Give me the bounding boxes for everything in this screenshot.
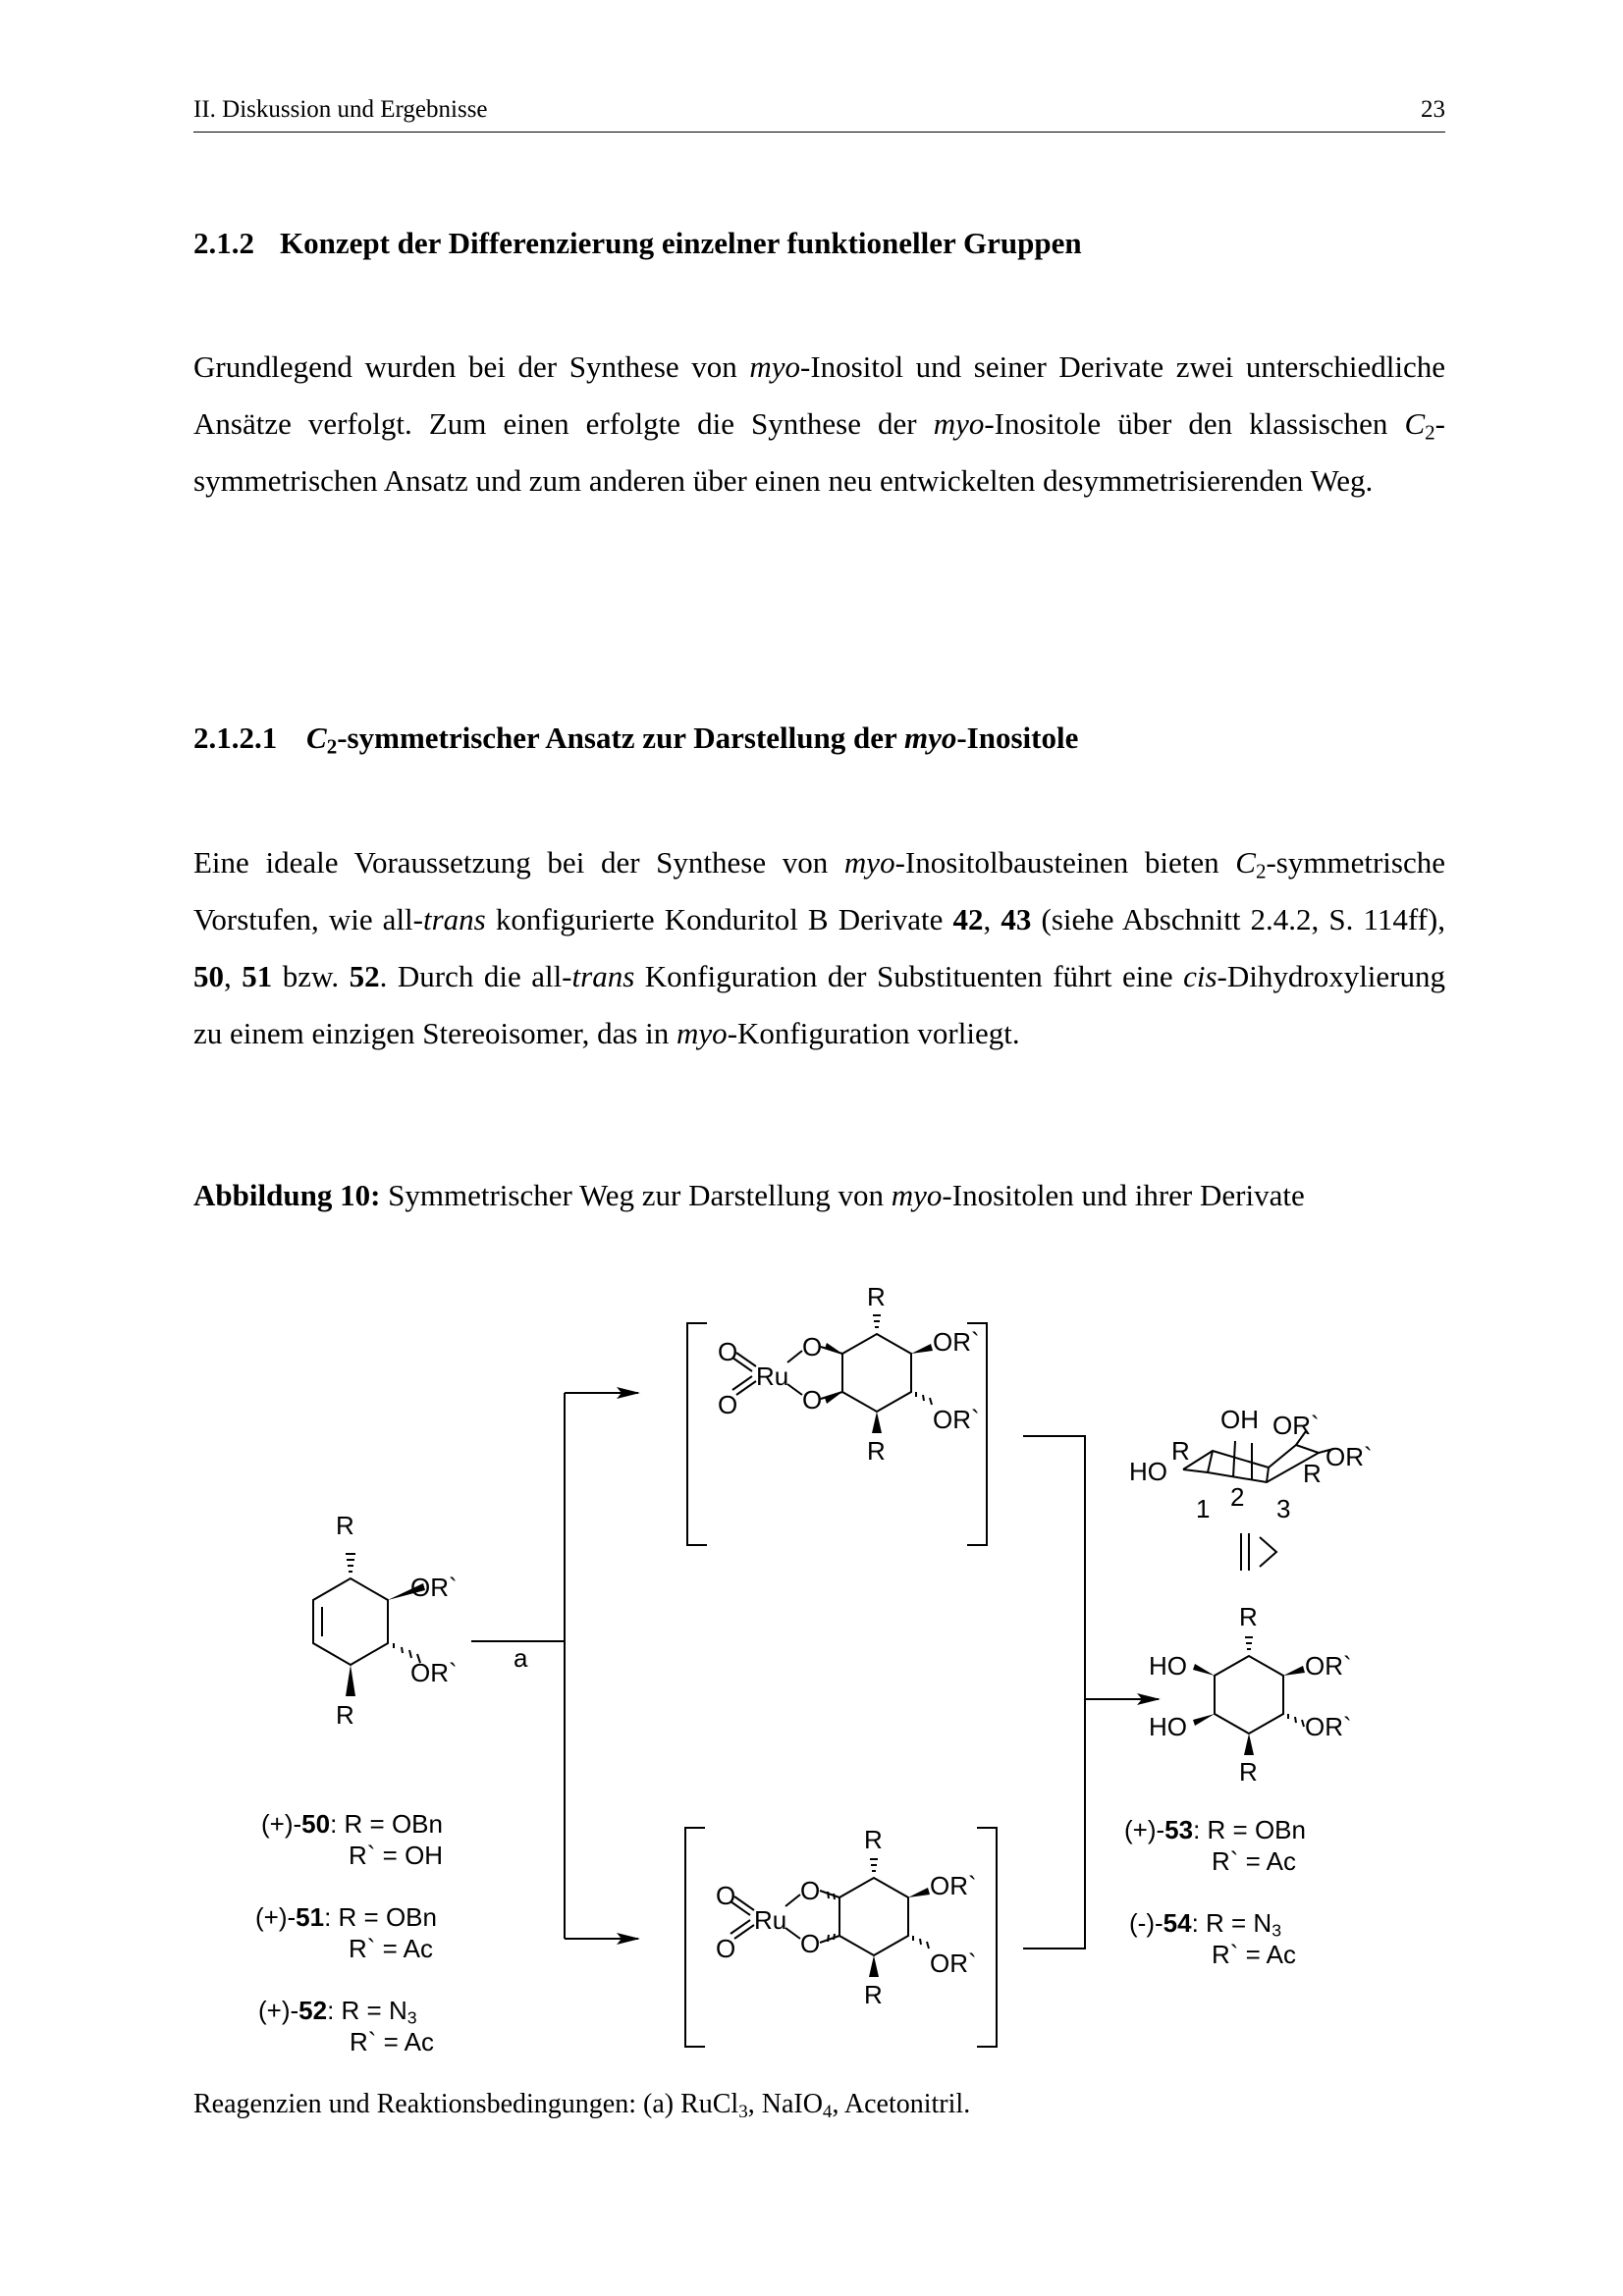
label-R: R <box>1171 1436 1190 1466</box>
label-O: O <box>800 1929 821 1958</box>
intermediate-bottom <box>685 1825 997 2047</box>
label-R: R <box>336 1700 354 1730</box>
paragraph-2: Eine ideale Voraussetzung bei der Synthese von myo-Inositolbausteinen bieten $C_2$-symmetrische Vorstufen, wie all-trans konfigurierte Konduritol B Derivate 42, 43 (siehe Abschnitt 2.4.2, S. 114ff), 50, 51 bzw. 52. Durch die all-trans Konfiguration der Substituenten führt eine cis-Dihydroxylierung zu einem einzigen Stereoisomer, das in myo-Konfiguration vorliegt. <box>193 845 1446 1050</box>
compound-number: 53 <box>1164 1815 1194 1844</box>
position-1: 1 <box>1196 1494 1211 1523</box>
compound-legend-50: (+)-50: R = OBn R` = OH <box>261 1809 444 1870</box>
label-O: O <box>802 1332 823 1362</box>
label-R: R <box>864 1825 883 1854</box>
label-OR: OR` <box>1325 1442 1373 1471</box>
compound-legend-54: (-)-54: $R = N_3$ R` = Ac <box>1129 1908 1296 1969</box>
label-O: O <box>716 1881 736 1910</box>
section-number: 2.1.2 <box>193 226 254 260</box>
label-HO: HO <box>1149 1712 1187 1741</box>
compound-number: 51 <box>296 1902 325 1932</box>
label-Ru: Ru <box>754 1905 787 1935</box>
running-head <box>193 96 1445 124</box>
label-OR: OR` <box>410 1573 458 1602</box>
compound-number: 54 <box>1163 1908 1192 1938</box>
label-OH: OH <box>1220 1405 1259 1434</box>
label-R: R <box>1239 1602 1258 1631</box>
label-R: R <box>867 1282 886 1311</box>
product-structure <box>1149 1602 1352 1787</box>
figure-label: Abbildung 10: <box>193 1178 381 1212</box>
compound-number: 50 <box>301 1809 331 1839</box>
label-OR: OR` <box>1272 1411 1320 1440</box>
header-rule <box>193 132 1445 133</box>
label-OR: OR` <box>933 1327 980 1357</box>
label-OR: OR` <box>930 1871 977 1900</box>
label-OR: OR` <box>1305 1651 1352 1681</box>
figure-caption: Abbildung 10: Symmetrischer Weg zur Darstellung von myo-Inositolen und ihrer Derivate <box>193 1178 1305 1212</box>
paragraph-1: Grundlegend wurden bei der Synthese von myo-Inositol und seiner Derivate zwei unterschiedliche Ansätze verfolgt. Zum einen erfolgte die Synthese der myo-Inositole über den klassischen $C_2$-symmetrischen Ansatz und zum anderen über einen neu entwickelten desymmetrisierenden Weg. <box>193 349 1445 498</box>
page-number: 23 <box>1421 96 1445 123</box>
position-3: 3 <box>1276 1494 1291 1523</box>
reagent-label: a <box>514 1643 528 1673</box>
subsection-number: 2.1.2.1 <box>193 721 278 755</box>
label-R: R <box>336 1511 354 1540</box>
section-heading <box>193 226 1082 261</box>
label-R: R <box>867 1436 886 1466</box>
reagents-note: Reagenzien und Reaktionsbedingungen: (a) RuCl$_3$, NaIO$_4$, Acetonitril. <box>193 2089 971 2122</box>
compound-number: 52 <box>298 1996 328 2025</box>
chair-conformation <box>1129 1405 1373 1523</box>
label-R: R <box>1239 1757 1258 1787</box>
reaction-arrow <box>471 1393 638 1939</box>
equivalence-icon <box>1241 1533 1276 1571</box>
label-O: O <box>718 1390 738 1419</box>
label-O: O <box>716 1934 736 1963</box>
compound-legend-51: (+)-51: R = OBn R` = Ac <box>255 1902 437 1963</box>
label-O: O <box>802 1385 823 1415</box>
label-OR: OR` <box>410 1658 458 1687</box>
intermediate-top <box>687 1282 987 1545</box>
scheme-drawing <box>0 1276 1623 2081</box>
compound-legend-53: (+)-53: R = OBn R` = Ac <box>1124 1815 1306 1876</box>
starting-material-structure <box>313 1511 458 1730</box>
reaction-scheme <box>0 1276 1623 2081</box>
running-head-section: II. Diskussion und Ergebnisse <box>193 96 488 123</box>
subsection-heading: 2.1.2.1 $C_2$-symmetrischer Ansatz zur Darstellung der myo-Inositole <box>193 721 1079 759</box>
label-O: O <box>718 1337 738 1366</box>
label-OR: OR` <box>930 1949 977 1978</box>
label-R: R <box>1303 1459 1322 1488</box>
compound-legend-52: (+)-52: $R = N_3$ R` = Ac <box>258 1996 434 2056</box>
label-HO: HO <box>1129 1457 1167 1486</box>
position-2: 2 <box>1230 1482 1245 1512</box>
label-OR: OR` <box>933 1405 980 1434</box>
label-Ru: Ru <box>756 1362 789 1391</box>
label-HO: HO <box>1149 1651 1187 1681</box>
label-R: R <box>864 1980 883 2009</box>
label-O: O <box>800 1876 821 1905</box>
section-title: Konzept der Differenzierung einzelner funktioneller Gruppen <box>280 226 1082 260</box>
label-OR: OR` <box>1305 1712 1352 1741</box>
